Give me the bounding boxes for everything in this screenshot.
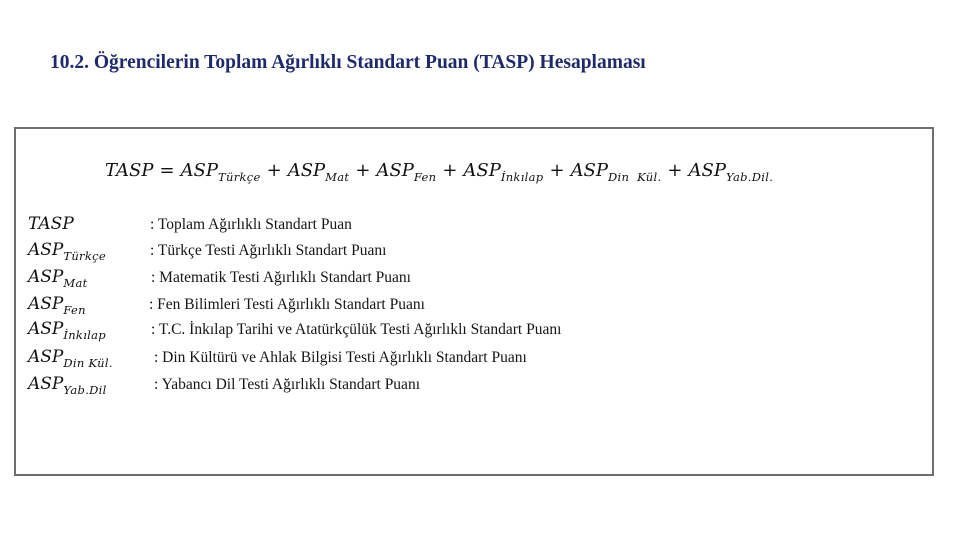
definition-symbol: $ASP_{Yab.Dil}$ (28, 374, 107, 397)
formula-term-1: $ASP_{Mat}$ (287, 160, 350, 184)
definition-symbol: $ASP_{Mat}$ (28, 267, 88, 290)
formula-lhs: TASP (105, 160, 154, 181)
definition-text: : Matematik Testi Ağırlıklı Standart Puanı (151, 269, 411, 286)
formula-plus: + (549, 160, 565, 181)
definition-row-fen (28, 294, 888, 318)
formula-term-4: $ASP_{Din Kül.}$ (570, 160, 662, 184)
definition-text: : Toplam Ağırlıklı Standart Puan (150, 216, 352, 233)
definition-text: : Yabancı Dil Testi Ağırlıklı Standart Puanı (154, 376, 420, 393)
definition-text: : Türkçe Testi Ağırlıklı Standart Puanı (150, 242, 387, 259)
formula-term-5: $ASP_{Yab.Dil.}$ (688, 160, 774, 184)
formula-term-2: $ASP_{Fen}$ (376, 160, 437, 184)
definition-symbol: $ASP_{Fen}$ (28, 294, 86, 317)
definition-text: : Din Kültürü ve Ahlak Bilgisi Testi Ağırlıklı Standart Puanı (154, 349, 527, 366)
definition-symbol: TASP (28, 214, 74, 234)
definition-text: : Fen Bilimleri Testi Ağırlıklı Standart Puanı (149, 296, 425, 313)
formula-plus: + (442, 160, 458, 181)
definition-symbol: $ASP_{Türkçe}$ (28, 240, 106, 263)
definition-row-tasp (28, 214, 888, 238)
formula-equals: = (159, 160, 175, 181)
formula-plus: + (667, 160, 683, 181)
definition-row-din-kultur (28, 347, 888, 371)
definition-symbol: $ASP_{Din Kül.}$ (28, 347, 113, 370)
formula-term-3: $ASP_{İnkılap}$ (463, 160, 544, 184)
definition-row-inkilap (28, 319, 888, 343)
section-heading: 10.2. Öğrencilerin Toplam Ağırlıklı Standart Puan (TASP) Hesaplaması (50, 52, 646, 73)
definition-row-mat (28, 267, 888, 291)
tasp-formula (105, 160, 773, 184)
definition-row-turkce (28, 240, 888, 264)
formula-plus: + (355, 160, 371, 181)
definition-text: : T.C. İnkılap Tarihi ve Atatürkçülük Testi Ağırlıklı Standart Puanı (151, 321, 562, 338)
definition-symbol: $ASP_{İnkılap}$ (28, 319, 106, 342)
formula-term-0: $ASP_{Türkçe}$ (180, 160, 261, 184)
definition-row-yabanci-dil (28, 374, 888, 398)
formula-plus: + (266, 160, 282, 181)
